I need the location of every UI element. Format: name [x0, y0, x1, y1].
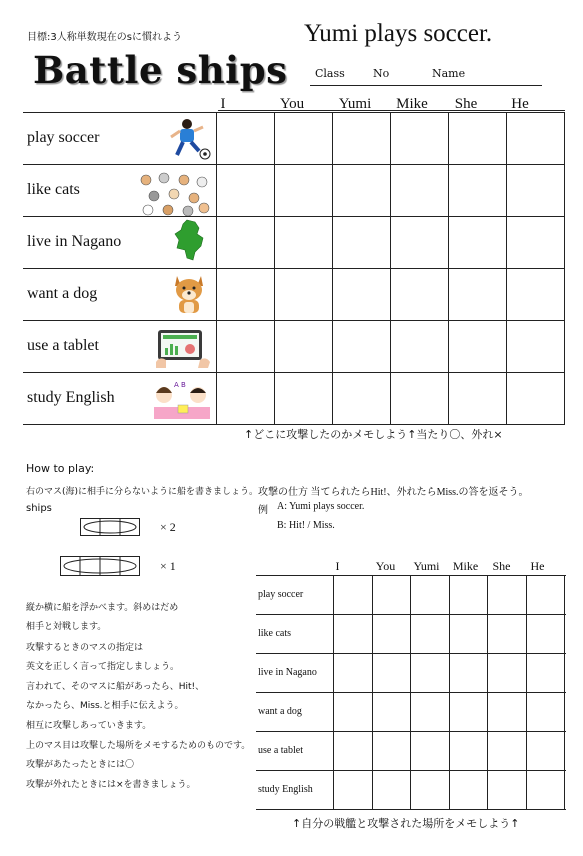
ship-small-count: × 2	[160, 520, 176, 534]
fleet-grid-row	[334, 732, 565, 771]
attack-grid-cell[interactable]	[391, 373, 449, 425]
row-label-want-a-dog: want a dog	[258, 706, 302, 717]
attack-grid-cell[interactable]	[333, 217, 391, 269]
fleet-grid-cell[interactable]	[526, 732, 565, 771]
fleet-grid-cell[interactable]	[526, 771, 565, 810]
attack-grid-cell[interactable]	[449, 269, 507, 321]
dog-icon	[163, 270, 215, 314]
row-label-like-cats: like cats	[27, 181, 80, 198]
attack-grid-row	[217, 269, 565, 321]
attack-grid-cell[interactable]	[333, 269, 391, 321]
fleet-grid-cell[interactable]	[488, 771, 527, 810]
row-label-study-english: study English	[27, 389, 115, 406]
example-line-a: A: Yumi plays soccer.	[277, 501, 365, 512]
col-head-yumi: Yumi	[338, 96, 372, 112]
fleet-grid-cell[interactable]	[411, 771, 450, 810]
attack-grid-cell[interactable]	[217, 321, 275, 373]
attack-grid-cell[interactable]	[391, 321, 449, 373]
attack-grid-cell[interactable]	[275, 321, 333, 373]
fleet-grid-cell[interactable]	[526, 576, 565, 615]
example-sentence: Yumi plays soccer.	[304, 20, 493, 47]
attack-grid-cell[interactable]	[275, 165, 333, 217]
col-head-you: You	[375, 559, 396, 573]
col-head-you: You	[279, 96, 305, 112]
row-label-study-english: study English	[258, 784, 313, 795]
fleet-grid-cell[interactable]	[526, 693, 565, 732]
attack-grid-cell[interactable]	[391, 165, 449, 217]
fleet-grid-cell[interactable]	[372, 615, 411, 654]
attack-grid-row	[217, 217, 565, 269]
fleet-grid-cell[interactable]	[488, 654, 527, 693]
rule-line: 相互に攻撃しあっていきます。	[26, 721, 152, 731]
fleet-grid-cell[interactable]	[526, 654, 565, 693]
attack-grid-row	[217, 373, 565, 425]
row-label-live-in-nagano: live in Nagano	[27, 233, 122, 250]
fleet-grid-cell[interactable]	[372, 654, 411, 693]
col-head-i: I	[335, 559, 340, 573]
attack-grid-cell[interactable]	[391, 269, 449, 321]
ship-large-diagram	[60, 556, 140, 576]
col-head-mike: Mike	[452, 559, 479, 573]
attack-grid-cell[interactable]	[333, 373, 391, 425]
fleet-grid-cell[interactable]	[449, 732, 488, 771]
attack-grid-cell[interactable]	[217, 165, 275, 217]
attack-grid-cell[interactable]	[217, 373, 275, 425]
attack-grid-cell[interactable]	[507, 373, 565, 425]
attack-grid-cell[interactable]	[391, 217, 449, 269]
attack-grid-cell[interactable]	[449, 165, 507, 217]
attack-grid-cell[interactable]	[333, 321, 391, 373]
own-fleet-grid	[333, 575, 565, 810]
rule-line: 縦か横に船を浮かべます。斜めはだめ	[26, 603, 179, 613]
how-to-play-intro: 右のマス(海)に相手に分らないように船を書きましょう。	[26, 487, 259, 497]
fleet-grid-cell[interactable]	[488, 693, 527, 732]
fleet-grid-row	[334, 576, 565, 615]
fleet-grid-cell[interactable]	[411, 654, 450, 693]
fleet-grid-cell[interactable]	[488, 732, 527, 771]
fleet-grid-cell[interactable]	[334, 771, 373, 810]
fleet-grid-cell[interactable]	[411, 615, 450, 654]
rule-line: なかったら、Miss.と相手に伝えよう。	[26, 701, 184, 711]
worksheet-title: Battle ships	[33, 48, 288, 92]
attack-record-grid	[216, 112, 565, 425]
top-grid-note: ↑どこに攻撃したのかメモしよう↑当たり〇、外れ×	[244, 428, 503, 441]
attack-grid-cell[interactable]	[391, 113, 449, 165]
goal-text: 目標:3人称単数現在のsに慣れよう	[27, 32, 182, 43]
rule-line: 英文を正しく言って指定しましょう。	[26, 662, 180, 672]
rule-line: 相手と対戦します。	[26, 622, 107, 632]
fleet-grid-cell[interactable]	[449, 654, 488, 693]
fleet-grid-cell[interactable]	[411, 576, 450, 615]
fleet-grid-cell[interactable]	[488, 615, 527, 654]
attack-grid-cell[interactable]	[507, 165, 565, 217]
row-label-use-a-tablet: use a tablet	[258, 745, 303, 756]
name-line	[310, 85, 542, 86]
attack-grid-cell[interactable]	[275, 269, 333, 321]
header-rule	[218, 110, 565, 111]
fleet-grid-cell[interactable]	[411, 693, 450, 732]
rule-line: 攻撃があたったときには〇	[26, 760, 135, 770]
fleet-grid-cell[interactable]	[411, 732, 450, 771]
rule-line: 上のマス目は攻撃した場所をメモするためのものです。	[26, 741, 251, 751]
ships-label: ships	[26, 503, 52, 514]
svg-text:A B: A B	[174, 381, 186, 389]
cats-icon	[138, 172, 210, 216]
name-label: Name	[432, 67, 466, 80]
col-head-he: He	[530, 559, 545, 573]
example-line-b: B: Hit! / Miss.	[277, 520, 335, 531]
fleet-grid-cell[interactable]	[488, 576, 527, 615]
soccer-player-icon	[163, 117, 215, 161]
attack-grid-row	[217, 165, 565, 217]
attack-grid-cell[interactable]	[507, 217, 565, 269]
attack-grid-cell[interactable]	[217, 113, 275, 165]
bottom-grid-note: ↑自分の戦艦と攻撃された場所をメモしよう↑	[292, 817, 520, 830]
fleet-grid-cell[interactable]	[372, 771, 411, 810]
col-head-she: She	[454, 96, 478, 112]
row-label-play-soccer: play soccer	[258, 589, 304, 600]
fleet-grid-cell[interactable]	[526, 615, 565, 654]
fleet-grid-row	[334, 654, 565, 693]
fleet-grid-cell[interactable]	[334, 732, 373, 771]
row-label-live-in-nagano: live in Nagano	[258, 667, 317, 678]
fleet-grid-row	[334, 693, 565, 732]
row-label-want-a-dog: want a dog	[27, 285, 98, 302]
row-label-play-soccer: play soccer	[27, 129, 100, 146]
attack-grid-cell[interactable]	[507, 269, 565, 321]
no-label: No	[373, 67, 390, 80]
attack-grid-cell[interactable]	[449, 113, 507, 165]
fleet-grid-cell[interactable]	[372, 576, 411, 615]
attack-grid-cell[interactable]	[507, 113, 565, 165]
fleet-grid-row	[334, 615, 565, 654]
fleet-grid-cell[interactable]	[372, 693, 411, 732]
attack-grid-row	[217, 113, 565, 165]
fleet-grid-cell[interactable]	[449, 693, 488, 732]
col-head-she: She	[492, 559, 511, 573]
row-label-like-cats: like cats	[258, 628, 292, 639]
attack-grid-cell[interactable]	[217, 269, 275, 321]
fleet-grid-cell[interactable]	[449, 615, 488, 654]
rule-line: 言われて、そのマスに船があったら、Hit!、	[26, 682, 205, 692]
fleet-grid-row	[334, 771, 565, 810]
attack-grid-cell[interactable]	[275, 373, 333, 425]
ship-small-diagram	[80, 518, 140, 536]
attack-method-title: 攻撃の仕方 当てられたらHit!、外れたらMiss.の答を返そう。	[258, 487, 529, 498]
fleet-grid-cell[interactable]	[334, 576, 373, 615]
col-head-mike: Mike	[396, 96, 428, 112]
attack-grid-cell[interactable]	[507, 321, 565, 373]
rule-line: 攻撃するときのマスの指定は	[26, 643, 144, 653]
children-studying-icon	[150, 377, 214, 421]
attack-grid-cell[interactable]	[333, 165, 391, 217]
fleet-grid-cell[interactable]	[372, 732, 411, 771]
how-to-play-title: How to play:	[26, 462, 95, 475]
example-label: 例	[258, 505, 268, 516]
attack-grid-row	[217, 321, 565, 373]
rule-line: 攻撃が外れたときには×を書きましょう。	[26, 780, 196, 790]
attack-grid-cell[interactable]	[333, 113, 391, 165]
fleet-grid-cell[interactable]	[449, 576, 488, 615]
tablet-icon	[154, 326, 214, 370]
col-head-i: I	[220, 96, 226, 112]
fleet-grid-cell[interactable]	[334, 654, 373, 693]
col-head-yumi: Yumi	[413, 559, 440, 573]
row-label-use-a-tablet: use a tablet	[27, 337, 99, 354]
fleet-grid-cell[interactable]	[334, 693, 373, 732]
attack-grid-cell[interactable]	[275, 113, 333, 165]
fleet-grid-cell[interactable]	[449, 771, 488, 810]
nagano-map-icon	[165, 218, 217, 262]
ship-large-count: × 1	[160, 559, 176, 573]
attack-grid-cell[interactable]	[449, 373, 507, 425]
attack-grid-cell[interactable]	[449, 217, 507, 269]
class-label: Class	[315, 67, 345, 80]
attack-grid-cell[interactable]	[275, 217, 333, 269]
attack-grid-cell[interactable]	[217, 217, 275, 269]
attack-grid-cell[interactable]	[449, 321, 507, 373]
fleet-grid-cell[interactable]	[334, 615, 373, 654]
col-head-he: He	[511, 96, 529, 112]
